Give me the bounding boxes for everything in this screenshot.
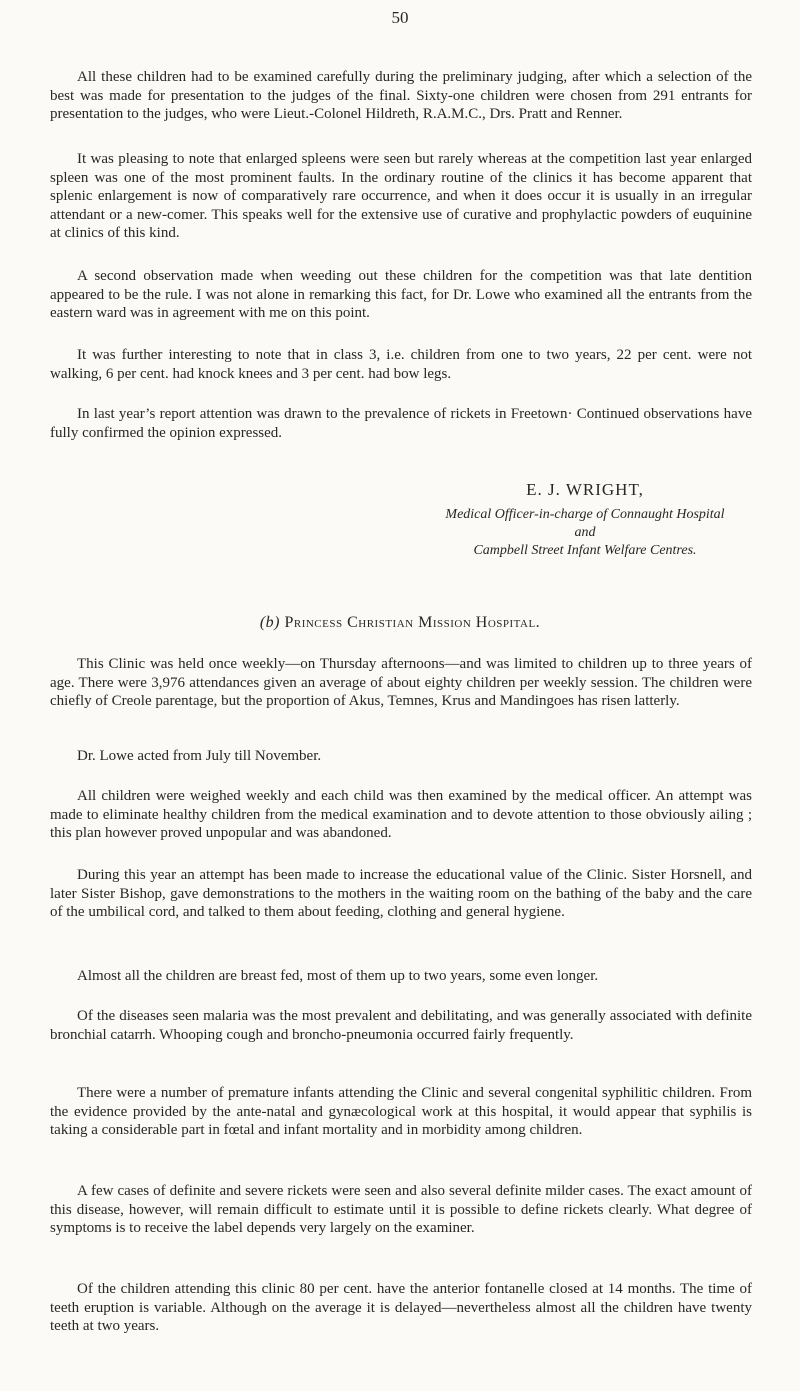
paragraph: Of the children attending this clinic 80 per cent. have the anterior fontanelle closed at 14 months. The time of teeth eruption is variable. Although on the average it is delayed—nevertheless almost all the children have twenty teeth at two years. xyxy=(50,1281,752,1334)
body-section xyxy=(50,866,752,922)
paragraph: It was further interesting to note that in class 3, i.e. children from one to two years, 22 per cent. were not walking, 6 per cent. had knock knees and 3 per cent. had bow legs. xyxy=(50,347,752,382)
body-section xyxy=(50,1084,752,1140)
signature-conjunction: and xyxy=(574,525,596,540)
paragraph: Of the diseases seen malaria was the most prevalent and debilitating, and was generally associated with definite bronchial catarrh. Whooping cough and broncho-pneumonia occurred fairly frequently. xyxy=(50,1008,752,1043)
paragraph: This Clinic was held once weekly—on Thursday afternoons—and was limited to children up to three years of age. There were 3,976 attendances given an average of about eighty children per weekly session. The children were chiefly of Creole parentage, but the proportion of Akus, Temnes, Krus and Mandingoes has risen latterly. xyxy=(50,656,752,709)
body-section xyxy=(50,1280,752,1336)
intro-section xyxy=(50,150,752,243)
body-section xyxy=(50,787,752,843)
paragraph: During this year an attempt has been made to increase the educational value of the Clinic. Sister Horsnell, and later Sister Bishop, gave demonstrations to the mothers in the waiting room on the bathing of the baby and the care of the umbilical cord, and talked to them about feeding, clothing and general hygiene. xyxy=(50,867,752,920)
paragraph: It was pleasing to note that enlarged spleens were seen but rarely whereas at the competition last year enlarged spleen was one of the most prominent faults. In the ordinary routine of the clinics it has become apparent that splenic enlargement is now of comparatively rare occurrence, and when it does occur it is usually in an irregular attendant or a new-comer. This speaks well for the extensive use of curative and prophylactic powders of euquinine at clinics of this kind. xyxy=(50,151,752,241)
paragraph: There were a number of premature infants attending the Clinic and several congenital syphilitic children. From the evidence provided by the ante-natal and gynæcological work at this hospital, it would appear that syphilis is taking a considerable part in fœtal and infant mortality and in morbidity among children. xyxy=(50,1085,752,1138)
paragraph: Almost all the children are breast fed, most of them up to two years, some even longer. xyxy=(77,968,599,984)
paragraph: All children were weighed weekly and each child was then examined by the medical officer. An attempt was made to eliminate healthy children from the medical examination and to devote attention to those obviously ailing ; this plan however proved unpopular and was abandoned. xyxy=(50,788,752,841)
section-marker: (b) xyxy=(259,614,280,631)
signature-name: E. J. WRIGHT, xyxy=(526,480,644,499)
signature-centres: Campbell Street Infant Welfare Centres. xyxy=(473,543,697,558)
body-section xyxy=(50,1182,752,1238)
page-number: 50 xyxy=(391,8,409,27)
intro-section xyxy=(50,267,752,323)
body-section xyxy=(50,655,752,711)
intro-section xyxy=(50,346,752,383)
paragraph: Dr. Lowe acted from July till November. xyxy=(77,748,322,764)
paragraph: All these children had to be examined carefully during the preliminary judging, after which a selection of the best was made for presentation to the judges of the final. Sixty-one children were chosen from 291 entrants for presentation to the judges, who were Lieut.-Colonel Hildreth, R.A.M.C., Drs. Pratt and Renner. xyxy=(50,69,752,122)
signature-block xyxy=(420,480,750,560)
intro-section xyxy=(50,68,752,124)
signature-title: Medical Officer-in-charge of Connaught Hospital xyxy=(445,507,725,522)
body-section xyxy=(50,747,752,766)
body-section xyxy=(50,1007,752,1044)
section-title: Princess Christian Mission Hospital. xyxy=(284,614,541,631)
paragraph: A second observation made when weeding out these children for the competition was that late dentition appeared to be the rule. I was not alone in remarking this fact, for Dr. Lowe who examined all the entrants from the eastern ward was in agreement with me on this point. xyxy=(50,268,752,321)
body-section xyxy=(50,967,752,986)
intro-section xyxy=(50,405,752,442)
paragraph: In last year’s report attention was drawn to the prevalence of rickets in Freetown· Continued observations have fully confirmed the opinion expressed. xyxy=(50,406,752,441)
paragraph: A few cases of definite and severe rickets were seen and also several definite milder cases. The exact amount of this disease, however, will remain difficult to estimate until it is possible to define rickets clearly. What degree of symptoms is to receive the label depends very largely on the examiner. xyxy=(50,1183,752,1236)
section-heading xyxy=(0,614,800,632)
